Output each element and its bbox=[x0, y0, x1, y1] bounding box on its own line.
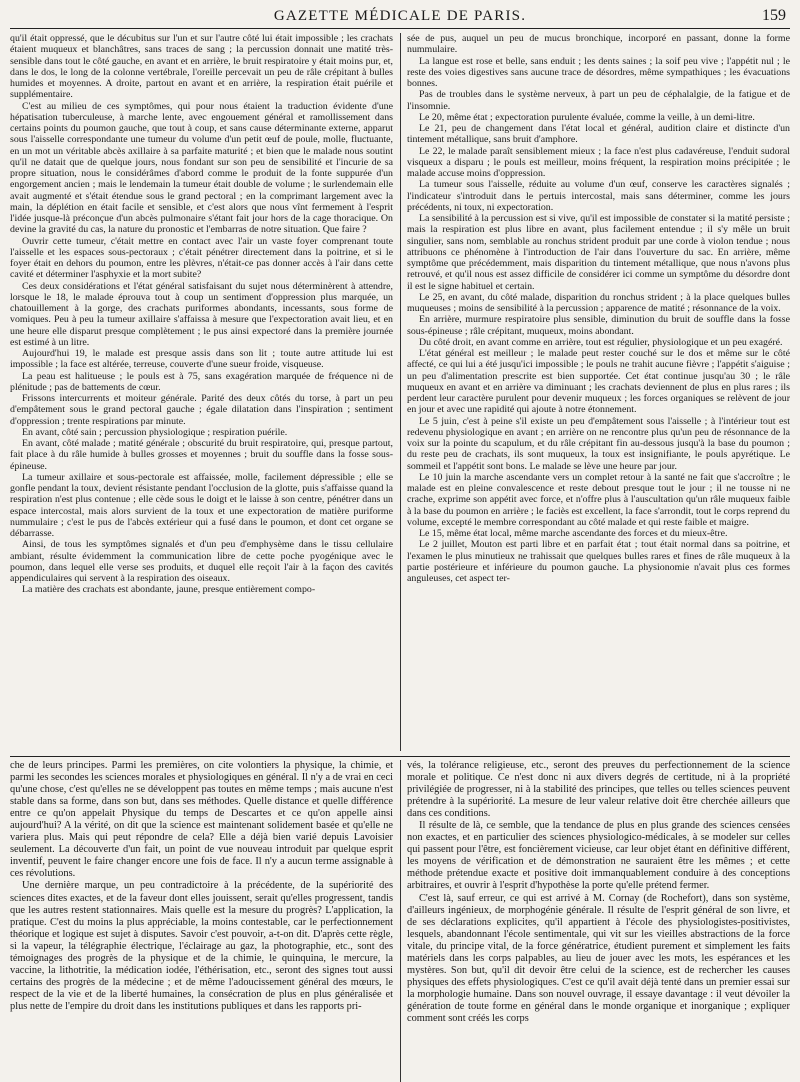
lower-left-column bbox=[10, 760, 400, 1082]
paragraph: Il résulte de là, ce semble, que la tendance de plus en plus grande des sciences censées non exactes, et en particulier des sciences physiologico-médicales, à se modeler sur celles qui passent pour l'être, est foncièrement vicieuse, car leur objet étant en définitive différent, les moyens de vérification et de démonstration ne sauraient être les mêmes ; et cette méthode prétendue exacte et positive doit immanquablement conduire à des conceptions arbitraires, et ouvrir à l'esprit d'hypothèse la porte qu'elle prétend fermer. bbox=[407, 820, 790, 892]
column-divider bbox=[400, 760, 401, 1082]
upper-right-column bbox=[400, 33, 790, 751]
paragraph: Le 5 juin, c'est à peine s'il existe un peu d'empâtement sous l'aisselle ; à l'intérieur tout est redevenu physiologique en avant ; en arrière on ne rencontre plus qu'un peu de résonnance de la voix sur la pointe du scapulum, et du râle crépitant fin au-dessous jusqu'à la base du poumon ; du reste peu de crachats, ils sont muqueux, la toux est insignifiante, le pouls apyrétique. Le sommeil et l'appétit sont bons. Le malade se lève une heure par jour. bbox=[407, 415, 790, 472]
lower-right-column bbox=[400, 760, 790, 1082]
paragraph: En avant, côté sain ; percussion physiologique ; respiration puérile. bbox=[22, 426, 288, 438]
paragraph: La matière des crachats est abondante, jaune, presque entièrement compo- bbox=[22, 584, 316, 596]
paragraph: Aujourd'hui 19, le malade est presque assis dans son lit ; toute autre attitude lui est impossible ; la face est altérée, terreuse, couverte d'une sueur froide, visqueuse. bbox=[10, 348, 393, 371]
clinical-case-section bbox=[10, 33, 790, 751]
paragraph: La langue est rose et belle, sans enduit ; les dents saines ; la soif peu vive ; l'appétit nul ; le reste des voies digestives sans aucune trace de désordres, même sympathiques ; les évacuations bonnes. bbox=[407, 55, 790, 89]
paragraph: C'est là, sauf erreur, ce qui est arrivé à M. Cornay (de Rochefort), dans son système, d'ailleurs ingénieux, de morphogénie générale. Il résulte de l'esprit général de son livre, et de ses déclarations explicites, qu'il appartient à l'école des physiologistes-positivistes, lesquels, abandonnant l'école sentimentale, qui vit sur les vieilles abstractions de la force vitale, du principe vital, de la force génératrice, étudient purement et simplement les faits matériels dans les corps palpables, au lieu de jouer avec les mots, les espérances et les mystères. Son but, qu'il dit devoir être celui de la science, est de rechercher les causes physiques des effets physiologiques. C'est ce qu'il avait déjà tenté dans un premier essai sur la morphologie humaine. Dans son nouvel ouvrage, il essaye davantage : il veut dévoiler la génération de toute forme en général dans le monde organique et inorganique ; expliquer comment sont créés les corps bbox=[407, 892, 790, 1024]
paragraph: vés, la tolérance religieuse, etc., seront des preuves du perfectionnement de la science morale et politique. Ce n'est donc ni aux divers degrés de certitude, ni à la propriété privilégiée de progresser, ni à la stabilité des principes, que telles ou telles sciences peuvent prétendre à la supériorité. La mesure de leur valeur relative doit être cherchée ailleurs que dans ces conditions. bbox=[407, 760, 790, 820]
paragraph: C'est au milieu de ces symptômes, qui pour nous étaient la traduction évidente d'une hépatisation tuberculeuse, à marche lente, avec engouement général et ramollissement dans certains points du poumon gauche, que tout à coup, et sans cause déterminante externe, apparut sous l'aisselle correspondante une tumeur du volume d'un petit œuf de poule, molle, fluctuante, en un mot un véritable abcès axillaire à sa parfaite maturité ; et bien que le malade nous soutint qu'il ne datait que de quelque jours, nous fondant sur son peu de sensibilité et l'incurie de sa propre situation, nous le considérâmes d'abord comme le produit de la fonte suppurée d'un engorgement ancien ; mais le lendemain la tumeur était double de volume ; le surlendemain elle avait augmenté et s'était étendue sous le grand pectoral ; en la comprimant largement avec la main, la déplétion en était facile et sensible, et c'est alors que nous vînt fermement à l'esprit l'idée jusque-là préconçue d'un abcès pulmonaire s'étant fait jour hors de la cage thoracique. On devine la gravité du cas, la nature du pronostic et l'embarras de notre situation. Que faire ? bbox=[10, 100, 393, 236]
paragraph: La tumeur sous l'aisselle, réduite au volume d'un œuf, conserve les caractères signalés ; l'indicateur s'introduit dans le pertuis intercostal, mais sans déterminer, comme les jours précédents, ni toux, ni expectoration. bbox=[407, 179, 790, 213]
paragraph: Du côté droit, en avant comme en arrière, tout est régulier, physiologique et un peu exagéré. bbox=[419, 336, 783, 348]
journal-title: GAZETTE MÉDICALE DE PARIS. bbox=[273, 8, 527, 24]
paragraph: Ces deux considérations et l'état général satisfaisant du sujet nous déterminèrent à attendre, lorsque le 18, le malade éprouva tout à coup un sentiment d'oppression plus marquée, un chatouillement à la gorge, des crachats puriformes abondants, incessants, sous forme de vomiques. Peu à peu la tumeur axillaire s'affaissa à mesure que l'expectoration avait lieu, et en une heure elle disparut presque complètement ; le pus ainsi expectoré dans la première journée est estimé à un litre. bbox=[10, 280, 393, 348]
paragraph: Frissons intercurrents et moiteur générale. Parité des deux côtés du torse, à part un peu d'empâtement sous le grand pectoral gauche ; égale dilatation dans l'inspiration ; sentiment d'oppression ; trente respirations par minute. bbox=[10, 393, 393, 427]
paragraph: Une dernière marque, un peu contradictoire à la précédente, de la supériorité des sciences dites exactes, et de la faveur dont elles jouissent, serait qu'elles progressent, tandis que les autres restent stationnaires. Mais quelle est la mesure du progrès? L'application, la pratique. C'est du moins la plus appréciable, la moins contestable, car le perfectionnement théorique et logique est sujet à disputes. Savoir c'est pouvoir, a-t-on dit. D'après cette règle, si la vapeur, la télégraphie électrique, l'éclairage au gaz, la photographie, etc., sont des témoignages des progrès de la physique et de la chimie, le quinquina, le mercure, la vaccine, la lithotritie, la médication iodée, l'éthérisation, etc., seront des signes tout aussi certains des progrès de la médecine ; et de même l'adoucissement général des mœurs, le respect de la vie et de la liberté humaines, la consécration de plus en plus généralisée et plus nette de l'empire du droit dans les institutions publiques et dans les rapports pri- bbox=[10, 880, 393, 1012]
paragraph: sée de pus, auquel un peu de mucus bronchique, incorporé en passant, donne la forme nummulaire. bbox=[407, 33, 790, 56]
paragraph: Le 15, même état local, même marche ascendante des forces et du mieux-être. bbox=[419, 528, 728, 539]
paragraph: L'état général est meilleur ; le malade peut rester couché sur le dos et même sur le côté affecté, ce qui lui a été jusqu'ici impossible ; le pouls ne trahit aucune fièvre ; l'appétit s'aiguise ; un peu d'alimentation prescrite est bien supportée. Cet état continue jusqu'au 30 ; le râle muqueux en avant et en arrière va diminuant ; les crachats deviennent de plus en plus rares ; ils perdent leur caractère purulent pour devenir muqueux ; les forces organiques se relèvent de jour en jour et avec une rapidité qui ajoute à notre étonnement. bbox=[407, 348, 790, 416]
paragraph: Ouvrir cette tumeur, c'était mettre en contact avec l'air un vaste foyer comprenant toute l'aisselle et les espaces sous-pectoraux ; c'était pénétrer directement dans la poitrine, et si le foyer était en dehors du poumon, entre les plèvres, n'était-ce pas donner accès à l'air dans cette cavité et déterminer l'asphyxie et la mort subite? bbox=[10, 235, 393, 281]
paragraph: Pas de troubles dans le système nerveux, à part un peu de céphalalgie, de la fatigue et de l'insomnie. bbox=[407, 89, 790, 112]
masthead bbox=[10, 6, 790, 29]
paragraph: La sensibilité à la percussion est si vive, qu'il est impossible de constater si la matité persiste ; mais la respiration est plus libre en avant, plus facilement entendue ; il s'y mêle un bruit singulier, sans nom, semblable au ronchus strident produit par une corde à violon tendue ; nous attribuons ce phénomène à l'introduction de l'air dans l'ouverture du sac. En arrière, même symptôme que précédemment, mais disparition du tintement métallique, que nous n'avons plus retrouvé, et qu'il nous est assez difficile de considérer ici comme un symptôme du désordre dont il est le signe habituel et certain. bbox=[407, 213, 790, 292]
section-divider bbox=[10, 756, 790, 757]
paragraph: La peau est halitueuse ; le pouls est à 75, sans exagération marquée de fréquence ni de plénitude ; pas de battements de cœur. bbox=[10, 370, 393, 393]
paragraph: Ainsi, de tous les symptômes signalés et d'un peu d'emphysème dans le tissu cellulaire ambiant, résulte évidemment la communication libre de cette poche pyogénique avec le poumon, dans lequel elle verse ses produits, et duquel elle reçoit l'air à la façon des cavités appendiculaires qui servent à la respiration des oiseaux. bbox=[10, 539, 393, 584]
page-number: 159 bbox=[762, 7, 786, 24]
paragraph: Le 22, le malade paraît sensiblement mieux ; la face n'est plus cadavéreuse, l'enduit sudoral visqueux a disparu ; le pouls est meilleur, moins fréquent, la respiration moins précipitée ; le malade accuse moins d'oppression. bbox=[407, 145, 790, 179]
paragraph: Le 2 juillet, Mouton est parti libre et en parfait état ; tout était normal dans sa poitrine, et l'examen le plus minutieux ne trahissait que quelques bulles rares et fines de râle muqueux à la partie postérieure et inférieure du poumon gauche. La physionomie n'avait plus ces formes anguleuses, cet aspect ter- bbox=[407, 539, 790, 584]
paragraph: En arrière, murmure respiratoire plus sensible, diminution du bruit de souffle dans la fosse sous-épineuse ; râle crépitant, muqueux, moins abondant. bbox=[407, 314, 790, 337]
paragraph: Le 20, même état ; expectoration purulente évaluée, comme la veille, à un demi-litre. bbox=[419, 111, 755, 123]
paragraph: La tumeur axillaire et sous-pectorale est affaissée, molle, facilement dépressible ; elle se gonfle pendant la toux, devient résistante pendant l'occlusion de la glotte, puis s'affaisse quand la respiration n'est plus contenue ; elle cède sous le doigt et le laisse à son centre, pénétrer dans un espace intercostal, mais alors survient de la toux et une expectoration de matière puriforme nummulaire ; c'est le pus de l'abcès extérieur qui a fusé dans le poumon, et dont cet organe se débarrasse. bbox=[10, 471, 393, 539]
upper-left-column bbox=[10, 33, 400, 751]
paragraph: Le 21, peu de changement dans l'état local et général, audition claire et distincte d'un tintement métallique, sans bruit d'amphore. bbox=[407, 123, 790, 146]
paragraph: qu'il était oppressé, que le décubitus sur l'un et sur l'autre côté lui était impossible ; les crachats étaient muqueux et blanchâtres, sans traces de sang ; la percussion donnait une matité très-sensible dans tout le côté gauche, en avant et en arrière, le bruit respiratoire y était moins pur, et, dans le dos, le long de la colonne vertébrale, l'oreille percevait un peu de râle crépitant à bulles humides et moyennes. A droite, partout en avant et en arrière, la respiration était puérile et supplémentaire. bbox=[10, 33, 393, 101]
column-divider bbox=[400, 33, 401, 751]
paragraph: che de leurs principes. Parmi les premières, on cite volontiers la physique, la chimie, et parmi les secondes les sciences morales et physiologiques en général. Il n'y a de vrai en ceci qu'une chose, c'est qu'elles ne se développent pas toutes en même temps ; mais aucune n'est stable dans sa forme, dans son but, dans ses méthodes. Quelle distance et quelle différence entre ce qu'on appelait Physique du temps de Descartes et ce qu'on appelle ainsi aujourd'hui? A la vérité, on dit que la science est maintenant solidement basée et qu'elle ne variera plus. Mais qui peut répondre de cela? Elle a déjà bien varié depuis Lavoisier seulement. La découverte d'un fait, un point de vue nouveau introduit par quelque esprit inventif, peuvent le faire changer encore une fois de face. Il n'y a aucun terme assignable à ces révolutions. bbox=[10, 760, 394, 880]
paragraph: En avant, côté malade ; matité générale ; obscurité du bruit respiratoire, qui, presque partout, fait place à du râle humide à bulles grosses et moyennes ; bruit du souffle dans la fosse sous-épineuse. bbox=[10, 438, 393, 472]
feuilleton-section bbox=[10, 760, 790, 1082]
paragraph: Le 10 juin la marche ascendante vers un complet retour à la santé ne fait que s'accroître ; le malade est en pleine convalescence et reste debout presque tout le jour ; il ne tousse ni ne crache, exprime son appétit avec force, et n'offre plus à l'auscultation qu'un râle muqueux faible à la base du poumon en arrière ; le faciès est excellent, la face s'arrondit, tout le corps reprend du volume, excepté le membre correspondant au côté malade et qui reste faible et maigre. bbox=[407, 471, 790, 528]
paragraph: Le 25, en avant, du côté malade, disparition du ronchus strident ; à la place quelques bulles muqueuses ; moins de sensibilité à la percussion ; apparence de matité ; résonnance de la voix. bbox=[407, 291, 790, 314]
